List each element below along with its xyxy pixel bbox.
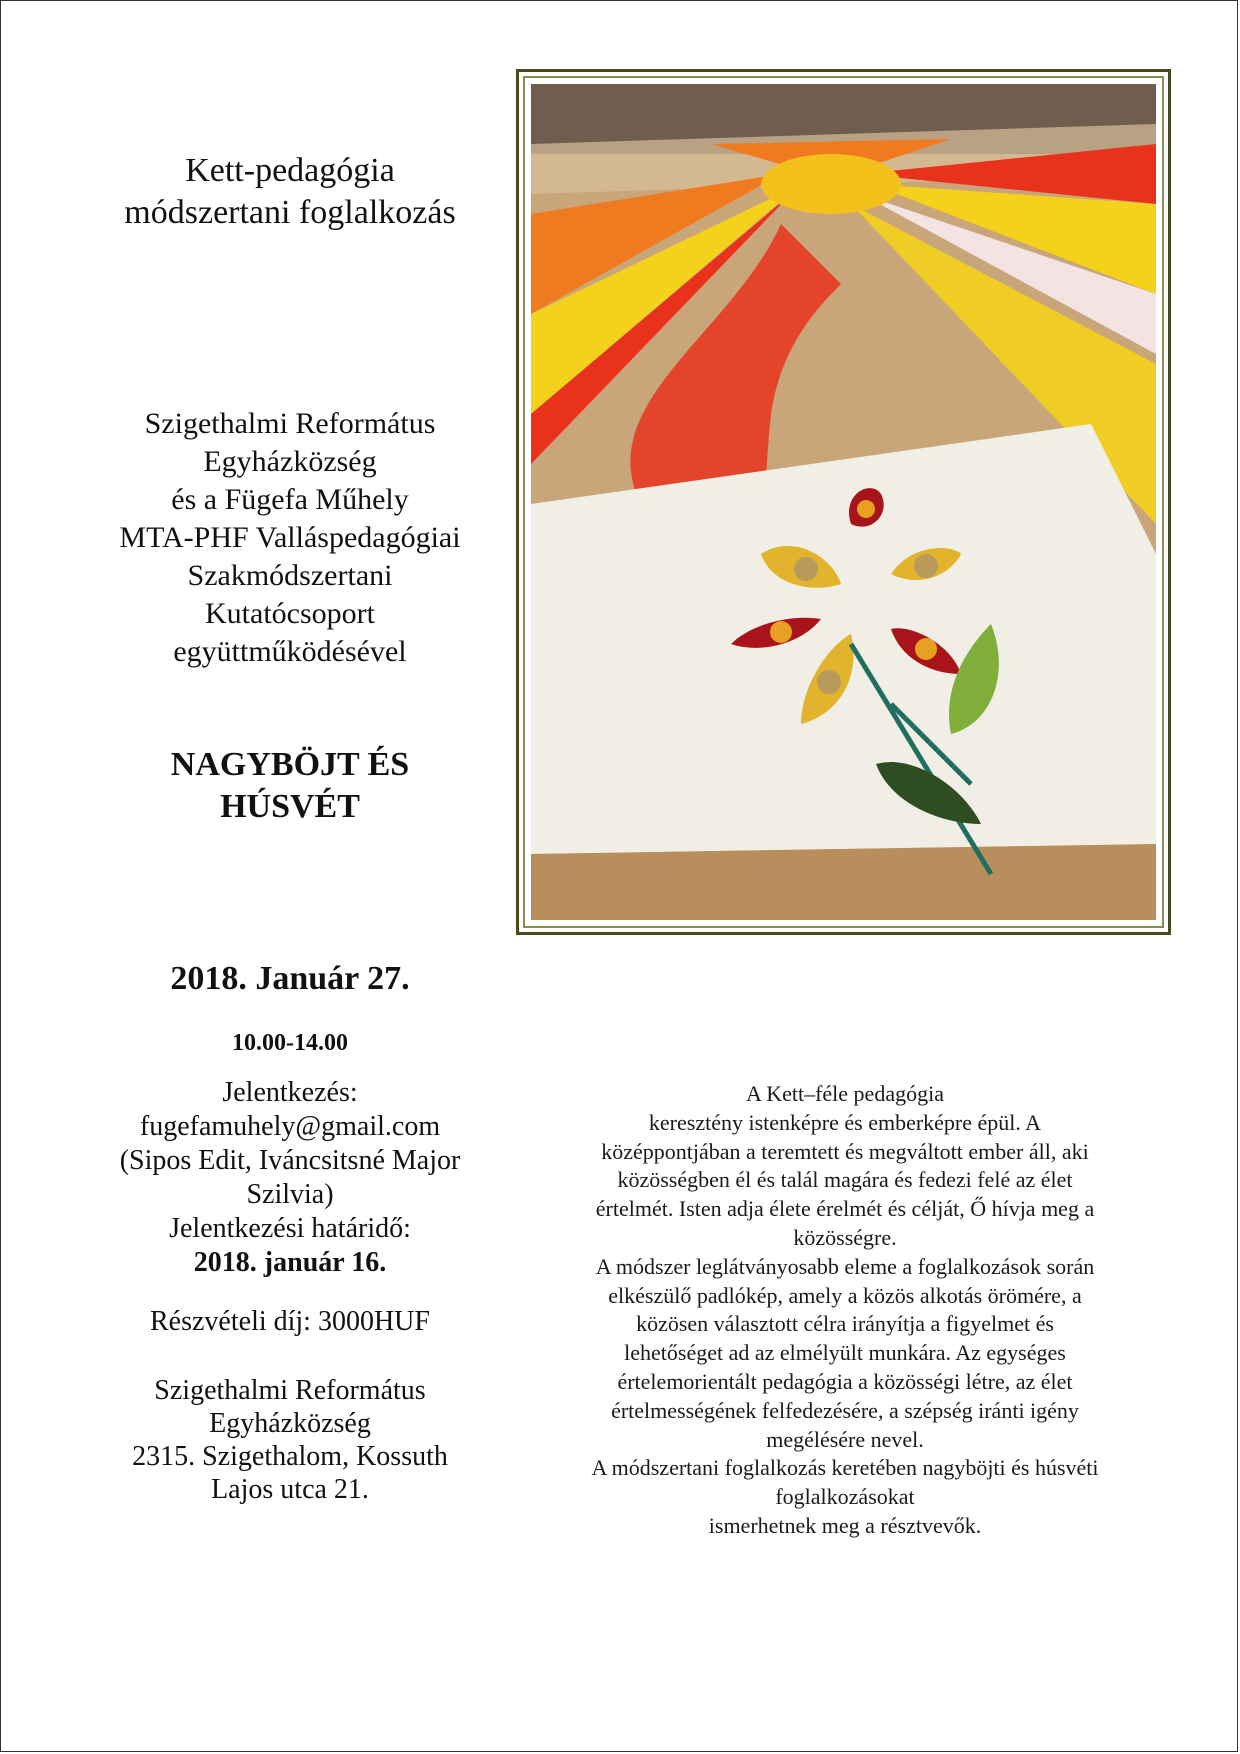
event-name: [70, 744, 510, 828]
deadline-label: Jelentkezési határidő:: [169, 1213, 411, 1244]
organizer-line: Egyházközség: [203, 445, 377, 478]
event-name-line-2: HÚSVÉT: [220, 788, 360, 825]
event-time: 10.00-14.00: [232, 1030, 348, 1056]
contact-names-line-2: Szilvia): [246, 1179, 334, 1210]
description-line: középpontjában a teremtett és megváltott ember áll, aki: [601, 1138, 1089, 1164]
registration-email[interactable]: fugefamuhely@gmail.com: [139, 1111, 441, 1142]
method-description: [520, 1080, 1170, 1541]
description-line: foglalkozásokat: [775, 1484, 915, 1510]
description-line: A Kett–féle pedagógia: [746, 1081, 944, 1106]
description-line: közösségre.: [793, 1224, 897, 1250]
organizer-line: együttműködésével: [173, 635, 407, 668]
event-name-line-1: NAGYBÖJT ÉS: [170, 746, 410, 783]
description-line: elkészülő padlókép, amely a közös alkotás örömére, a: [608, 1282, 1082, 1308]
description-line: ismerhetnek meg a résztvevők.: [708, 1512, 982, 1538]
description-line: A módszertani foglalkozás keretében nagyböjti és húsvéti: [591, 1455, 1099, 1481]
description-line: értelmét. Isten adja élete érelmét és célját, Ő hívja meg a: [595, 1196, 1095, 1222]
title-line-1: Kett-pedagógia: [185, 152, 395, 189]
venue-line: 2315. Szigethalom, Kossuth: [132, 1441, 448, 1472]
event-date: 2018. Január 27.: [170, 960, 410, 997]
workshop-title: [70, 150, 510, 234]
registration-block: [70, 1076, 510, 1280]
venue-line: Egyházközség: [209, 1408, 371, 1439]
organizer-line: és a Fügefa Műhely: [171, 483, 409, 516]
description-line: keresztény istenképre és emberképre épül. A: [648, 1109, 1042, 1135]
organizer-line: Szigethalmi Református: [144, 407, 436, 440]
participation-fee: Részvételi díj: 3000HUF: [150, 1306, 430, 1337]
floor-picture-photo: [516, 69, 1171, 935]
floor-picture-illustration: [531, 84, 1156, 920]
description-line: közösen választott célra irányítja a figyelmet és: [636, 1311, 1054, 1337]
deadline-date: 2018. január 16.: [193, 1247, 387, 1278]
venue-line: Szigethalmi Református: [154, 1375, 426, 1406]
description-line: értelemorientált pedagógia a közösségi létre, az élet: [617, 1368, 1073, 1394]
organizer-line: Kutatócsoport: [205, 597, 375, 630]
organizer-line: Szakmódszertani: [187, 559, 393, 592]
description-line: közösségben él és talál magára és fedezi felé az élet: [617, 1167, 1073, 1193]
registration-label: Jelentkezés:: [222, 1077, 358, 1108]
description-line: megélésére nevel.: [766, 1426, 924, 1452]
venue-block: [70, 1374, 510, 1506]
description-line: A módszer leglátványosabb eleme a foglalkozások során: [595, 1253, 1095, 1279]
description-line: lehetőséget ad az elmélyült munkára. Az egységes: [624, 1340, 1066, 1366]
title-line-2: módszertani foglalkozás: [124, 194, 456, 231]
organizer-line: MTA-PHF Valláspedagógiai: [119, 521, 461, 554]
description-line: értelmességének felfedezésére, a szépség iránti igény: [611, 1397, 1079, 1423]
venue-line: Lajos utca 21.: [211, 1474, 369, 1505]
contact-names-line-1: (Sipos Edit, Iváncsitsné Major: [119, 1145, 461, 1176]
organizers-block: [70, 405, 510, 671]
